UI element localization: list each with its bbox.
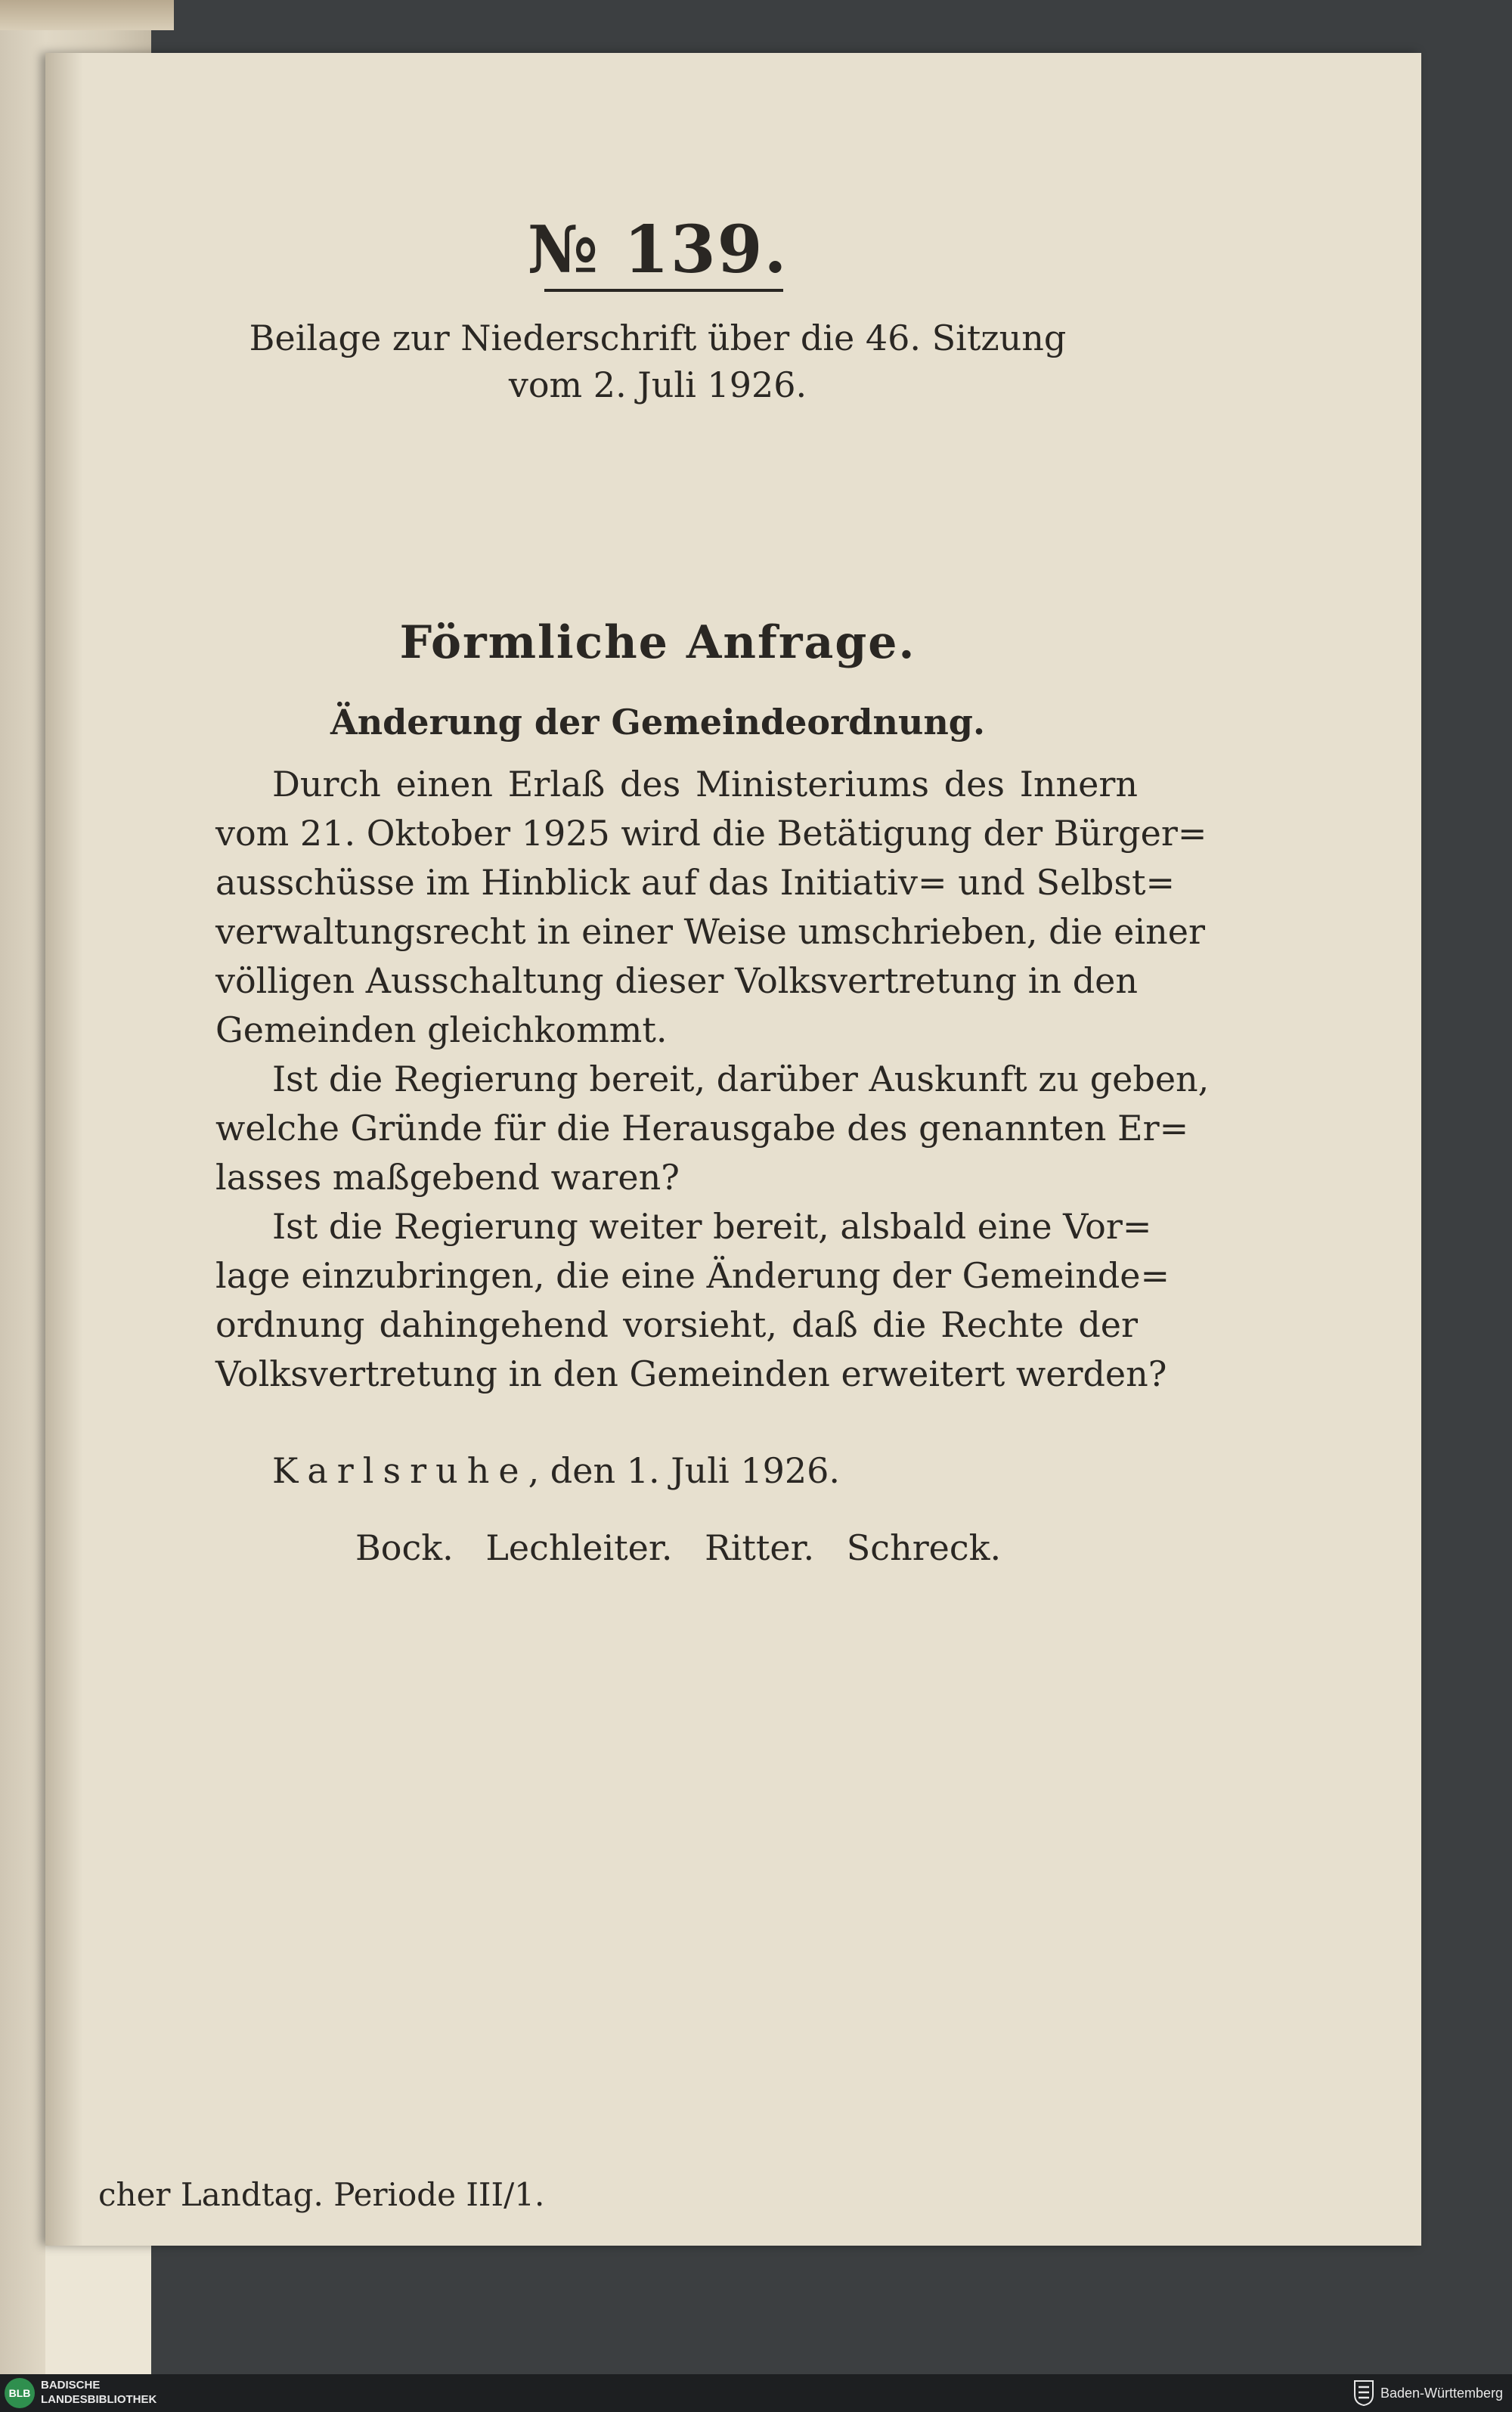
place-and-date xyxy=(272,1450,840,1491)
document-number: № 139. xyxy=(527,212,789,288)
state-coat-of-arms-icon xyxy=(1353,2379,1374,2407)
subtitle-line-2: vom 2. Juli 1926. xyxy=(508,364,807,405)
body-line: verwaltungsrecht in einer Weise umschrieben, die einer xyxy=(215,911,1205,952)
body-line: Durch einen Erlaß des Ministeriums des Innern xyxy=(272,764,1138,805)
signers: Bock. Lechleiter. Ritter. Schreck. xyxy=(355,1527,1002,1568)
library-name-line-1: BADISCHE xyxy=(41,2379,101,2392)
viewer-bottom-bar xyxy=(0,2374,1512,2412)
body-line: lage einzubringen, die eine Änderung der Gemeinde= xyxy=(215,1255,1170,1296)
subtitle-line-1: Beilage zur Niederschrift über die 46. Sitzung xyxy=(249,318,1067,358)
body-line: Ist die Regierung weiter bereit, alsbald eine Vor= xyxy=(272,1206,1152,1247)
place-city: Karlsruhe xyxy=(272,1450,528,1491)
body-line: lasses maßgebend waren? xyxy=(215,1157,680,1198)
body-line: völligen Ausschaltung dieser Volksvertretung in den xyxy=(215,960,1138,1001)
state-name[interactable]: Baden-Württemberg xyxy=(1380,2386,1504,2401)
body-line: Ist die Regierung bereit, darüber Auskunft zu geben, xyxy=(272,1059,1210,1099)
number-underline xyxy=(544,289,783,292)
body-line: ordnung dahingehend vorsieht, daß die Rechte der xyxy=(215,1304,1138,1345)
library-name-line-2: LANDESBIBLIOTHEK xyxy=(41,2393,157,2406)
body-line: Gemeinden gleichkommt. xyxy=(215,1009,668,1050)
library-name[interactable] xyxy=(41,2378,156,2407)
body-line: ausschüsse im Hinblick auf das Initiativ= und Selbst= xyxy=(215,862,1175,903)
document-subheading: Änderung der Gemeindeordnung. xyxy=(330,702,985,743)
blb-logo[interactable]: BLB xyxy=(5,2378,35,2408)
place-date: , den 1. Juli 1926. xyxy=(528,1450,841,1491)
document-heading: Förmliche Anfrage. xyxy=(399,616,916,669)
footer-periode: cher Landtag. Periode III/1. xyxy=(98,2176,545,2213)
page-underlay xyxy=(45,2246,151,2374)
page-tab xyxy=(0,0,174,30)
binding-shadow xyxy=(45,53,83,2246)
document-page xyxy=(45,53,1421,2246)
body-line: welche Gründe für die Herausgabe des genannten Er= xyxy=(215,1108,1189,1149)
body-line: Volksvertretung in den Gemeinden erweitert werden? xyxy=(215,1353,1167,1394)
body-line: vom 21. Oktober 1925 wird die Betätigung der Bürger= xyxy=(215,813,1207,854)
